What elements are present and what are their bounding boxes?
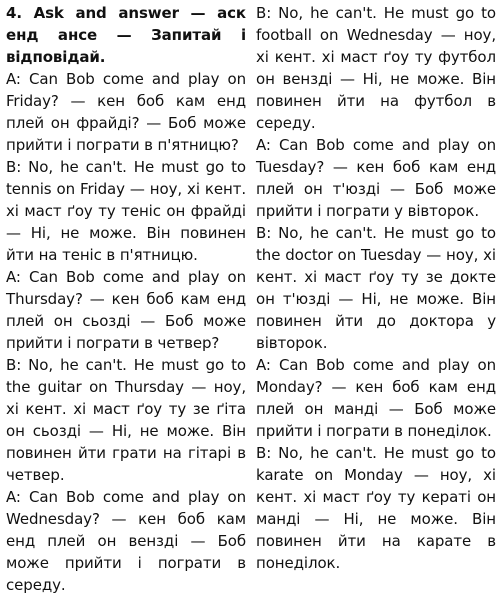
task-title: 4. Ask and answer — аск енд ансе — Запитай і відповідай. — [6, 4, 246, 66]
dialogue-line: B: No, he can't. He must go to football on Wednesday — ноу, хі кент. хі маст ґоу ту футбол он вензді — Ні, не може. Він повинен йти на футбол в середу. — [256, 4, 496, 132]
dialogue-line: A: Can Bob come and play on Wednesday? — кен боб кам енд плей он вензді — Боб може прийти і пограти в середу. — [6, 488, 246, 594]
dialogue-line: B: No, he can't. He must go to the guitar on Thursday — ноу, хі кент. хі маст ґоу ту зе ґіта он сьозді — Ні, не може. Він повинен йти грати на гітарі в четвер. — [6, 356, 246, 484]
dialogue-line: B: No, he can't. He must go to the doctor on Tuesday — ноу, хі кент. хі маст ґоу ту зе докте он т'юзді — Ні, не може. Він повинен йти до доктора у вівторок. — [256, 224, 496, 352]
dialogue-line: B: No, he can't. He must go to tennis on Friday — ноу, хі кент. хі маст ґоу ту теніс он фрайді — Ні, не може. Він повинен йти на теніс в п'ятницю. — [6, 158, 246, 264]
dialogue-line: A: Can Bob come and play on Thursday? — кен боб кам енд плей он сьозді — Боб може прийти і пограти в четвер? — [6, 268, 246, 352]
dialogue-line: A: Can Bob come and play on Friday? — кен боб кам енд плей он фрайді? — Боб може прийти і пограти в п'ятницю? — [6, 70, 246, 154]
right-column — [256, 2, 496, 572]
left-column — [6, 2, 246, 594]
dialogue-line: A: Can Bob come and play on Monday? — кен боб кам енд плей он манді — Боб може прийти і пограти в понеділок. — [256, 356, 496, 440]
dialogue-line: B: No, he can't. He must go to karate on Monday — ноу, хі кент. хі маст ґоу ту кераті он манді — Ні, не може. Він повинен йти на карате в понеділок. — [256, 444, 496, 572]
dialogue-line: A: Can Bob come and play on Tuesday? — кен боб кам енд плей он т'юзді — Боб може прийти і пограти у вівторок. — [256, 136, 496, 220]
